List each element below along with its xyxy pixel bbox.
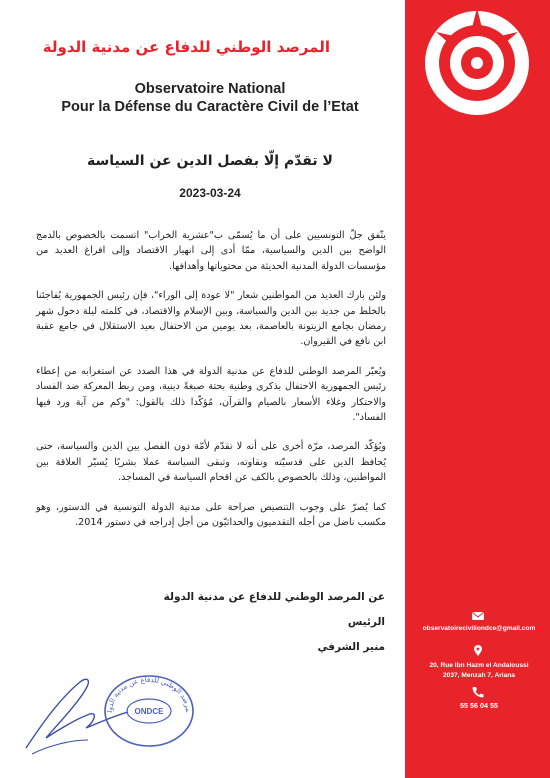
contact-email: observatoireciviliondce@gmail.com [422, 625, 536, 632]
stamp-arc-text: مرصد الوطني للدفاع عن مدنية الدول [105, 675, 193, 713]
paragraph: ويُعبّر المرصد الوطني للدفاع عن مدنية الدولة في هذا الصدد عن استغرابه من إعطاء رئيس الجمهورية الاحتفال بذكرى وطنية بحتة صبغةً دينية، ومن ربط المعركة ضد الفساد والاحتكار وغلاء الأسعار بالصيام والقرآن، مُؤكّدا ذلك بالقول: "وكم من آية ورد فيها الفساد". [36, 365, 386, 424]
paragraph: ويُؤكّد المرصد، مرّة أخرى على أنه لا تقدّم لأمّة دون الفصل بين الدين والسياسة، حتى يُحافظ الدين على قدسيّته ونقاوته، وتبقى السياسة عملا بشريًا يُسيّر العلاقة بين المواطنين، وذلك بالخصوص بالكف عن اقحام السياسة في المساجد. [36, 441, 386, 484]
envelope-icon [471, 610, 485, 622]
phone-icon [471, 686, 485, 698]
official-stamp [100, 672, 198, 750]
organization-name-french-line1: Observatoire National [134, 81, 286, 97]
contact-address-line2: 2037, Menzah 7, Ariana [443, 672, 515, 679]
document-date: 2023-03-24 [179, 186, 241, 200]
organization-name-french [40, 80, 380, 116]
observatory-logo [418, 4, 536, 122]
document-body [36, 228, 386, 545]
paragraph: كما يُصرّ على وجوب التنصيص صراحة على مدنية الدولة التونسية في الدستور، وهو مكسب ناضل من أجله التقدميون والحداثيّون من أجل إدراجه في دستور 2014. [36, 501, 386, 529]
paragraph: ولئن بارك العديد من المواطنين شعار "لا عودة إلى الوراء"، فإن رئيس الجمهورية يُفاجئنا بالخلط من جديد بين الدين والسياسة، وبين الإسلام والاقتصاد، في كلمته ليلة دخول شهر رمضان بجامع الزيتونة بالعاصمة، بعد يومين من الاحتفال بعيد الاستقلال في جامع عقبة ابن نافع في القيروان. [36, 290, 386, 348]
location-pin-icon [471, 645, 485, 657]
signature-name: منير الشرفي [317, 641, 385, 653]
contact-address [412, 661, 546, 681]
document-title: لا تقدّم إلّا بفصل الدين عن السياسة [87, 153, 333, 169]
signature-role: الرئيس [347, 616, 385, 628]
organization-name-arabic: المرصد الوطني للدفاع عن مدنية الدولة [42, 38, 330, 56]
signature-org-line: عن المرصد الوطني للدفاع عن مدنية الدولة [163, 591, 385, 603]
contact-phone: 55 56 04 55 [460, 701, 498, 710]
contact-address-line1: 20, Rue Ibn Hazm el Andaloussi [429, 662, 529, 669]
organization-name-french-line2: Pour la Défense du Caractère Civil de l’Etat [61, 99, 359, 115]
paragraph: يتّفق جلّ التونسيين على أن ما يُسمّى ب"عشرية الخراب" اتسمت بالخصوص بالدمج الواضح بين الدين والسياسية، ممّا أدى إلى انهيار الاقتصاد وإلى افراغ العديد من مؤسسات الدولة المدنية الحديثة من محتوياتها وأهدافها. [36, 230, 386, 272]
signature-block [120, 585, 385, 660]
stamp-center-text: ONDCE [134, 707, 164, 716]
